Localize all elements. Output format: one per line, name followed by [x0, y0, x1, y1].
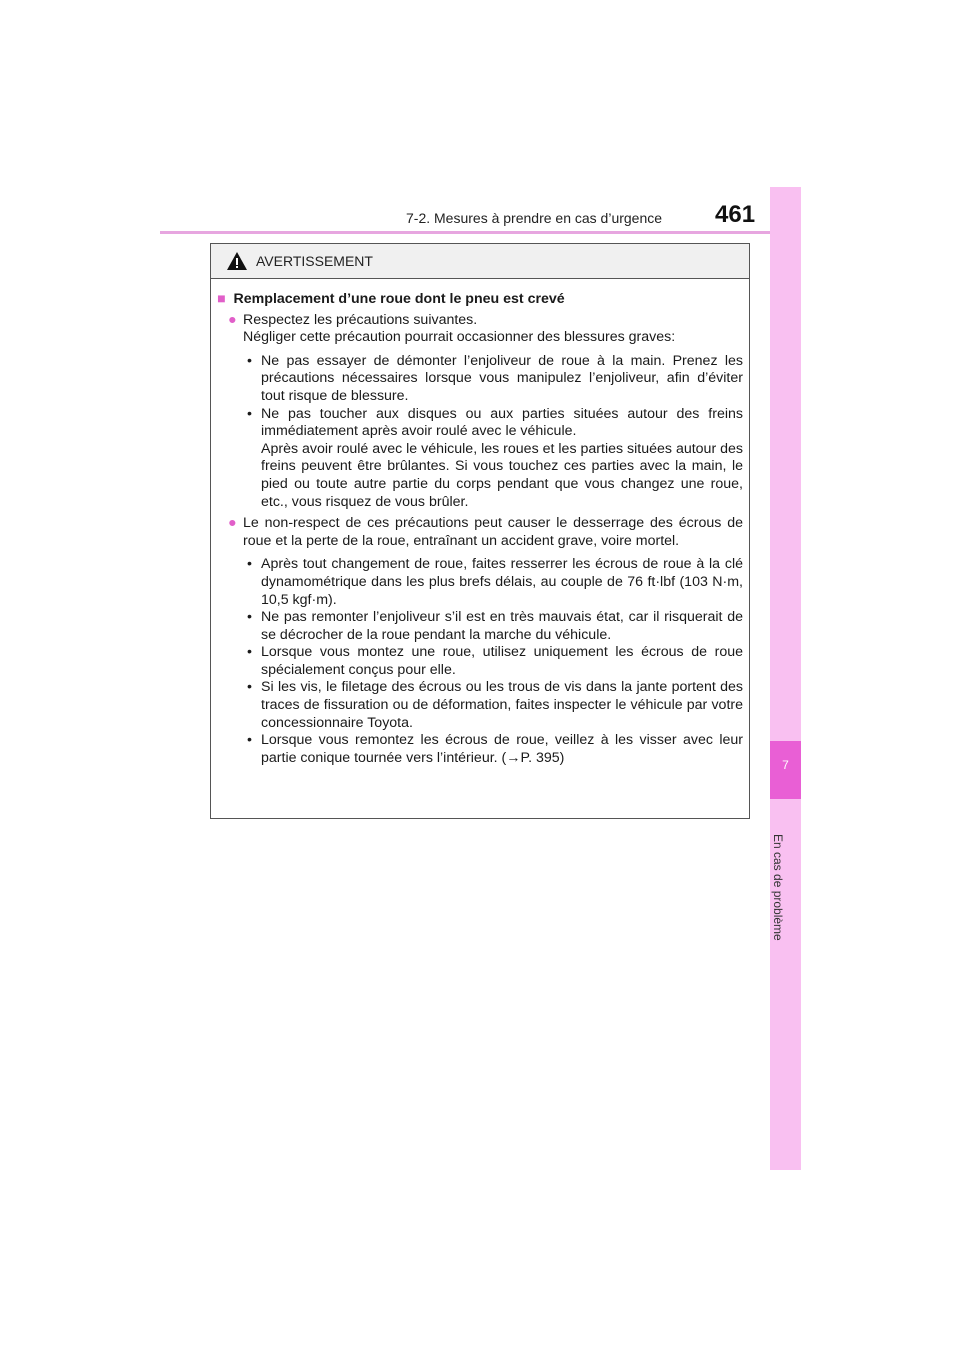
warning-label: AVERTISSEMENT: [256, 253, 373, 269]
warning-sub-item: [243, 353, 743, 406]
item-bullet: •: [247, 679, 252, 696]
item-bullet: •: [247, 352, 252, 369]
warning-subhead: [217, 291, 743, 309]
chapter-label: En cas de problème: [771, 834, 785, 941]
item-bullet: •: [247, 556, 252, 573]
warning-sub-item-text: Lorsque vous remontez les écrous de roue, veillez à les visser avec leur partie conique tournée vers l’intérieur. (→P. 395): [261, 732, 743, 766]
item-bullet: •: [247, 732, 252, 749]
warning-box: [210, 243, 750, 819]
warning-triangle-icon: [226, 251, 248, 271]
warning-sub-item: [243, 679, 743, 732]
warning-sub-item-text: Ne pas toucher aux disques ou aux parties situées autour des freins immédiatement après avoir roulé avec le véhicule. Après avoir roulé avec le véhicule, les roues et les parties situées autour des freins peuvent être brûlantes. Si vous touchez ces parties avec la main, le pied ou toute autre partie du corps pendant que vous changez une roue, etc., vous risquez de vous brûler.: [261, 405, 743, 510]
warning-points: [217, 312, 743, 768]
warning-point-text: Le non-respect de ces précautions peut causer le desserrage des écrous de roue et la perte de la roue, entraînant un accident grave, voire mortel.: [243, 515, 743, 549]
chapter-number: 7: [782, 758, 789, 772]
item-bullet: •: [247, 405, 252, 422]
warning-point-text: Respectez les précautions suivantes. Négliger cette précaution pourrait occasionner des blessures graves:: [243, 311, 676, 346]
warning-point: [217, 515, 743, 550]
warning-sub-item-text: Si les vis, le filetage des écrous ou les trous de vis dans la jante portent des traces de fissuration ou de déformation, faites inspecter le véhicule par votre concessionnaire Toyota.: [261, 679, 743, 731]
warning-sub-item-text: Lorsque vous montez une roue, utilisez uniquement les écrous de roue spécialement conçus pour elle.: [261, 644, 743, 678]
warning-sub-item: [243, 556, 743, 609]
warning-sub-item: [243, 644, 743, 679]
page-number: 461: [715, 201, 756, 228]
chapter-side-tab: [770, 187, 801, 1170]
round-bullet-icon: ●: [228, 311, 237, 328]
round-bullet-icon: ●: [228, 515, 237, 532]
warning-sub-item-text: Ne pas remonter l’enjoliveur s’il est en très mauvais état, car il risquerait de se décrocher de la roue pendant la marche du véhicule.: [261, 609, 743, 643]
square-bullet-icon: ■: [217, 291, 226, 307]
warning-header: [211, 244, 749, 279]
item-bullet: •: [247, 609, 252, 626]
warning-sub-item: [243, 732, 743, 767]
warning-sub-item: [243, 609, 743, 644]
header-rule: [160, 231, 800, 234]
section-title: 7-2. Mesures à prendre en cas d’urgence: [406, 210, 663, 226]
item-bullet: •: [247, 644, 252, 661]
warning-sub-list: [217, 353, 743, 511]
warning-sub-item-text: Après tout changement de roue, faites resserrer les écrous de roue à la clé dynamométrique dans les plus brefs délais, au couple de 76 ft·lbf (103 N·m, 10,5 kgf·m).: [261, 556, 743, 608]
warning-sub-item-text: Ne pas essayer de démonter l’enjoliveur de roue à la main. Prenez les précautions nécessaires lorsque vous manipulez l’enjoliveur, afin d’éviter tout risque de blessure.: [261, 352, 743, 404]
warning-body: [211, 279, 749, 767]
warning-subhead-text: Remplacement d’une roue dont le pneu est crevé: [233, 291, 565, 307]
warning-sub-list: [217, 556, 743, 767]
warning-point: [217, 312, 743, 347]
warning-sub-item: [243, 406, 743, 512]
